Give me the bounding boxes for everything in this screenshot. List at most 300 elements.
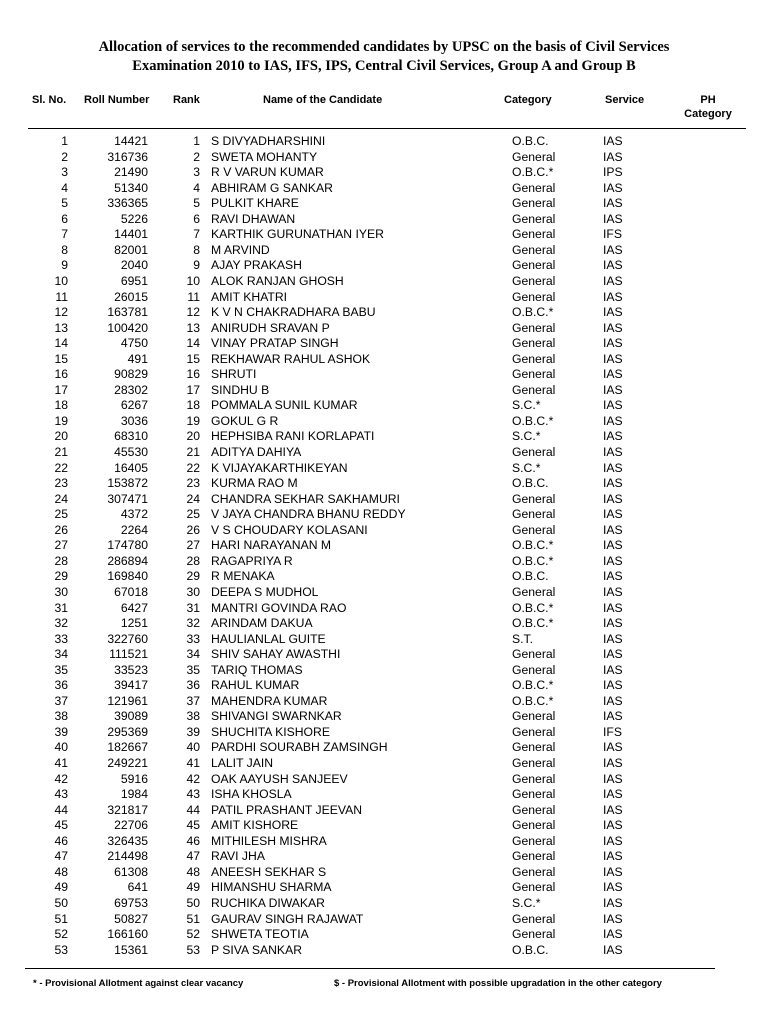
cell-roll-number: 491: [127, 351, 148, 366]
cell-category: General: [512, 242, 556, 257]
table-row: [0, 258, 768, 274]
cell-candidate-name: PATIL PRASHANT JEEVAN: [211, 802, 363, 817]
cell-rank: 24: [186, 491, 200, 506]
cell-roll-number: 5916: [120, 771, 148, 786]
cell-candidate-name: CHANDRA SEKHAR SAKHAMURI: [211, 491, 400, 506]
cell-category: General: [512, 445, 556, 459]
cell-service: IAS: [603, 522, 623, 537]
cell-rank: 2: [193, 149, 200, 164]
cell-service: IAS: [603, 351, 623, 366]
cell-service: IAS: [603, 631, 623, 646]
cell-candidate-name: MANTRI GOVINDA RAO: [211, 600, 347, 615]
cell-service: IAS: [603, 942, 623, 957]
cell-category: General: [512, 756, 556, 770]
cell-service: IAS: [603, 367, 623, 382]
cell-sl-no: 7: [61, 227, 68, 242]
cell-roll-number: 2040: [120, 258, 148, 273]
cell-category: General: [512, 709, 556, 724]
table-row: [0, 227, 768, 243]
cell-candidate-name: KURMA RAO M: [211, 476, 298, 491]
cell-sl-no: 41: [54, 756, 68, 770]
cell-roll-number: 90829: [114, 367, 148, 382]
cell-roll-number: 336365: [107, 196, 148, 211]
cell-category: General: [512, 382, 556, 397]
cell-sl-no: 35: [54, 662, 68, 677]
cell-rank: 6: [193, 211, 200, 226]
cell-roll-number: 163781: [107, 305, 148, 320]
cell-category: General: [512, 833, 556, 848]
cell-service: IAS: [603, 787, 623, 802]
table-row: [0, 134, 768, 150]
cell-sl-no: 3: [61, 165, 68, 180]
table-row: [0, 725, 768, 741]
cell-category: General: [512, 149, 556, 164]
cell-sl-no: 33: [54, 631, 68, 646]
cell-category: O.B.C.*: [512, 165, 554, 180]
cell-roll-number: 121961: [107, 693, 148, 708]
cell-roll-number: 111521: [109, 647, 148, 662]
cell-rank: 11: [187, 289, 200, 304]
table-row: [0, 927, 768, 943]
table-row: [0, 554, 768, 570]
cell-sl-no: 18: [54, 398, 68, 413]
cell-roll-number: 249221: [107, 756, 148, 770]
cell-roll-number: 39417: [114, 678, 148, 693]
table-row: [0, 274, 768, 290]
cell-category: General: [512, 927, 556, 942]
table-row: [0, 429, 768, 445]
cell-sl-no: 9: [61, 258, 68, 273]
cell-roll-number: 39089: [114, 709, 148, 724]
cell-category: S.T.: [512, 631, 533, 646]
cell-sl-no: 51: [54, 911, 68, 926]
table-row: [0, 616, 768, 632]
table-row: [0, 849, 768, 865]
cell-roll-number: 21490: [114, 165, 148, 180]
cell-roll-number: 26015: [114, 289, 148, 304]
table-row: [0, 647, 768, 663]
cell-category: General: [512, 522, 556, 537]
cell-sl-no: 23: [54, 476, 68, 491]
document-title: [0, 38, 768, 76]
cell-rank: 27: [186, 538, 200, 553]
cell-rank: 22: [186, 460, 200, 475]
cell-roll-number: 4372: [120, 507, 148, 522]
cell-service: IAS: [603, 149, 623, 164]
table-row: [0, 912, 768, 928]
cell-category: S.C.*: [512, 429, 541, 444]
cell-service: IAS: [603, 600, 623, 615]
cell-candidate-name: V S CHOUDARY KOLASANI: [211, 522, 368, 537]
cell-candidate-name: SHIVANGI SWARNKAR: [211, 709, 342, 724]
footnote-provisional: * - Provisional Allotment against clear vacancy: [33, 978, 244, 989]
header-name: Name of the Candidate: [263, 94, 383, 106]
cell-category: General: [512, 227, 556, 242]
header-ph-line1: PH: [700, 94, 716, 106]
cell-candidate-name: SHUCHITA KISHORE: [211, 724, 330, 739]
cell-service: IAS: [603, 833, 623, 848]
cell-candidate-name: RAHUL KUMAR: [211, 678, 300, 693]
table-row: [0, 569, 768, 585]
cell-category: General: [512, 211, 556, 226]
cell-category: General: [512, 584, 556, 599]
table-row: [0, 383, 768, 399]
cell-candidate-name: ABHIRAM G SANKAR: [211, 180, 333, 195]
table-row: [0, 398, 768, 414]
cell-category: S.C.*: [512, 398, 541, 413]
cell-roll-number: 3036: [120, 413, 148, 428]
cell-candidate-name: S DIVYADHARSHINI: [211, 134, 326, 148]
cell-roll-number: 326435: [107, 833, 148, 848]
cell-service: IAS: [603, 880, 623, 895]
cell-sl-no: 44: [54, 802, 68, 817]
cell-service: IAS: [603, 336, 623, 351]
cell-candidate-name: ARINDAM DAKUA: [211, 616, 313, 631]
cell-category: General: [512, 724, 556, 739]
cell-service: IAS: [603, 584, 623, 599]
cell-service: IFS: [603, 227, 622, 242]
cell-roll-number: 45530: [114, 445, 148, 459]
cell-category: General: [512, 818, 556, 833]
cell-rank: 48: [186, 864, 200, 879]
cell-service: IAS: [603, 709, 623, 724]
cell-sl-no: 16: [54, 367, 68, 382]
cell-candidate-name: OAK AAYUSH SANJEEV: [211, 771, 348, 786]
cell-candidate-name: V JAYA CHANDRA BHANU REDDY: [211, 507, 406, 522]
table-row: [0, 896, 768, 912]
cell-sl-no: 25: [54, 507, 68, 522]
table-row: [0, 803, 768, 819]
cell-sl-no: 4: [61, 180, 68, 195]
cell-service: IAS: [603, 445, 623, 459]
cell-candidate-name: MITHILESH MISHRA: [211, 833, 327, 848]
cell-sl-no: 34: [54, 647, 68, 662]
cell-service: IAS: [603, 818, 623, 833]
cell-category: O.B.C.: [512, 134, 549, 148]
cell-roll-number: 6427: [120, 600, 148, 615]
cell-sl-no: 27: [54, 538, 68, 553]
table-row: [0, 880, 768, 896]
cell-rank: 41: [186, 756, 200, 770]
cell-rank: 18: [186, 398, 200, 413]
cell-rank: 37: [186, 693, 200, 708]
cell-service: IAS: [603, 134, 623, 148]
cell-category: General: [512, 647, 556, 662]
cell-roll-number: 14401: [114, 227, 148, 242]
cell-rank: 52: [186, 927, 200, 942]
cell-candidate-name: K VIJAYAKARTHIKEYAN: [211, 460, 348, 475]
cell-candidate-name: AMIT KISHORE: [211, 818, 299, 833]
cell-category: General: [512, 662, 556, 677]
cell-category: S.C.*: [512, 895, 541, 910]
cell-service: IAS: [603, 740, 623, 755]
cell-category: General: [512, 320, 556, 335]
title-line-1: Allocation of services to the recommended candidates by UPSC on the basis of Civil Services: [98, 39, 670, 55]
cell-sl-no: 21: [54, 445, 68, 459]
cell-sl-no: 13: [54, 320, 68, 335]
cell-service: IAS: [603, 849, 623, 864]
cell-category: General: [512, 491, 556, 506]
cell-candidate-name: SWETA MOHANTY: [211, 149, 318, 164]
cell-candidate-name: KARTHIK GURUNATHAN IYER: [211, 227, 384, 242]
table-row: [0, 632, 768, 648]
cell-sl-no: 45: [54, 818, 68, 833]
cell-category: O.B.C.*: [512, 600, 554, 615]
cell-sl-no: 49: [54, 880, 68, 895]
cell-service: IAS: [603, 864, 623, 879]
cell-category: O.B.C.*: [512, 413, 554, 428]
table-row: [0, 150, 768, 166]
cell-roll-number: 214498: [107, 849, 148, 864]
cell-rank: 12: [186, 305, 200, 320]
cell-rank: 44: [186, 802, 200, 817]
cell-roll-number: 100420: [107, 320, 148, 335]
cell-roll-number: 321817: [107, 802, 148, 817]
cell-sl-no: 12: [54, 305, 68, 320]
cell-sl-no: 5: [61, 196, 68, 211]
cell-category: General: [512, 336, 556, 351]
header-ph-category: [672, 93, 744, 121]
cell-sl-no: 40: [54, 740, 68, 755]
table-row: [0, 865, 768, 881]
cell-sl-no: 30: [54, 584, 68, 599]
cell-rank: 1: [193, 134, 200, 148]
table-row: [0, 165, 768, 181]
cell-roll-number: 51340: [114, 180, 148, 195]
cell-sl-no: 38: [54, 709, 68, 724]
cell-service: IAS: [603, 305, 623, 320]
cell-category: O.B.C.: [512, 476, 549, 491]
table-row: [0, 414, 768, 430]
cell-rank: 47: [186, 849, 200, 864]
table-row: [0, 943, 768, 959]
table-row: [0, 709, 768, 725]
table-row: [0, 834, 768, 850]
cell-category: General: [512, 180, 556, 195]
cell-sl-no: 8: [61, 242, 68, 257]
cell-candidate-name: GOKUL G R: [211, 413, 279, 428]
cell-service: IAS: [603, 476, 623, 491]
cell-service: IAS: [603, 382, 623, 397]
cell-service: IAS: [603, 802, 623, 817]
cell-sl-no: 15: [54, 351, 68, 366]
cell-roll-number: 182667: [107, 740, 148, 755]
cell-roll-number: 641: [127, 880, 148, 895]
table-row: [0, 305, 768, 321]
cell-category: General: [512, 787, 556, 802]
cell-roll-number: 316736: [107, 149, 148, 164]
cell-service: IAS: [603, 553, 623, 568]
cell-service: IAS: [603, 507, 623, 522]
table-row: [0, 367, 768, 383]
cell-service: IAS: [603, 180, 623, 195]
cell-category: General: [512, 367, 556, 382]
cell-category: S.C.*: [512, 460, 541, 475]
cell-roll-number: 174780: [107, 538, 148, 553]
cell-category: General: [512, 802, 556, 817]
cell-candidate-name: ADITYA DAHIYA: [211, 445, 302, 459]
cell-sl-no: 1: [61, 134, 68, 148]
cell-category: O.B.C.: [512, 569, 549, 584]
cell-service: IFS: [603, 724, 622, 739]
table-row: [0, 740, 768, 756]
cell-rank: 19: [186, 413, 200, 428]
cell-sl-no: 43: [54, 787, 68, 802]
cell-sl-no: 17: [54, 382, 68, 397]
cell-sl-no: 26: [54, 522, 68, 537]
cell-rank: 16: [186, 367, 200, 382]
cell-candidate-name: HAULIANLAL GUITE: [211, 631, 326, 646]
cell-roll-number: 61308: [114, 864, 148, 879]
cell-category: General: [512, 351, 556, 366]
cell-service: IAS: [603, 771, 623, 786]
cell-candidate-name: VINAY PRATAP SINGH: [211, 336, 339, 351]
cell-roll-number: 286894: [107, 553, 148, 568]
cell-sl-no: 32: [54, 616, 68, 631]
cell-category: General: [512, 258, 556, 273]
cell-candidate-name: K V N CHAKRADHARA BABU: [211, 305, 376, 320]
cell-service: IAS: [603, 756, 623, 770]
table-row: [0, 507, 768, 523]
cell-roll-number: 68310: [114, 429, 148, 444]
cell-rank: 7: [193, 227, 200, 242]
cell-category: O.B.C.*: [512, 616, 554, 631]
cell-roll-number: 67018: [114, 584, 148, 599]
cell-candidate-name: R MENAKA: [211, 569, 275, 584]
cell-sl-no: 10: [54, 273, 68, 288]
cell-candidate-name: ANIRUDH SRAVAN P: [211, 320, 330, 335]
cell-candidate-name: ISHA KHOSLA: [211, 787, 292, 802]
cell-sl-no: 6: [61, 211, 68, 226]
cell-sl-no: 31: [54, 600, 68, 615]
cell-category: General: [512, 849, 556, 864]
cell-category: General: [512, 196, 556, 211]
cell-roll-number: 69753: [114, 895, 148, 910]
cell-candidate-name: HIMANSHU SHARMA: [211, 880, 332, 895]
cell-service: IAS: [603, 273, 623, 288]
cell-service: IAS: [603, 678, 623, 693]
cell-rank: 9: [193, 258, 200, 273]
table-row: [0, 694, 768, 710]
cell-service: IPS: [603, 165, 623, 180]
table-row: [0, 678, 768, 694]
cell-service: IAS: [603, 662, 623, 677]
cell-roll-number: 5226: [120, 211, 148, 226]
cell-rank: 5: [193, 196, 200, 211]
cell-rank: 49: [186, 880, 200, 895]
cell-service: IAS: [603, 895, 623, 910]
cell-rank: 36: [186, 678, 200, 693]
footer-rule: [25, 968, 715, 969]
cell-rank: 10: [186, 273, 200, 288]
cell-sl-no: 20: [54, 429, 68, 444]
cell-roll-number: 169840: [107, 569, 148, 584]
cell-roll-number: 22706: [114, 818, 148, 833]
table-row: [0, 321, 768, 337]
cell-rank: 42: [186, 771, 200, 786]
cell-roll-number: 16405: [114, 460, 148, 475]
cell-roll-number: 153872: [107, 476, 148, 491]
cell-rank: 31: [186, 600, 200, 615]
cell-sl-no: 28: [54, 553, 68, 568]
cell-roll-number: 1984: [120, 787, 148, 802]
cell-candidate-name: ALOK RANJAN GHOSH: [211, 273, 344, 288]
footnote-upgradation: $ - Provisional Allotment with possible upgradation in the other category: [334, 978, 662, 989]
cell-candidate-name: SINDHU B: [211, 382, 270, 397]
cell-rank: 35: [186, 662, 200, 677]
cell-candidate-name: MAHENDRA KUMAR: [211, 693, 328, 708]
cell-roll-number: 50827: [114, 911, 148, 926]
cell-service: IAS: [603, 569, 623, 584]
cell-category: O.B.C.*: [512, 693, 554, 708]
cell-rank: 3: [193, 165, 200, 180]
table-row: [0, 787, 768, 803]
header-category: Category: [504, 94, 552, 106]
cell-rank: 38: [186, 709, 200, 724]
cell-sl-no: 14: [54, 336, 68, 351]
title-line-2: Examination 2010 to IAS, IFS, IPS, Central Civil Services, Group A and Group B: [132, 58, 636, 74]
cell-category: General: [512, 289, 556, 304]
cell-candidate-name: SHWETA TEOTIA: [211, 927, 309, 942]
cell-rank: 20: [186, 429, 200, 444]
header-ph-line2: Category: [684, 108, 732, 120]
cell-sl-no: 50: [54, 895, 68, 910]
cell-service: IAS: [603, 616, 623, 631]
cell-rank: 15: [186, 351, 200, 366]
cell-candidate-name: LALIT JAIN: [211, 756, 274, 770]
cell-service: IAS: [603, 429, 623, 444]
cell-rank: 17: [186, 382, 200, 397]
cell-candidate-name: SHRUTI: [211, 367, 257, 382]
header-rule: [28, 128, 746, 129]
cell-candidate-name: HEPHSIBA RANI KORLAPATI: [211, 429, 375, 444]
cell-roll-number: 4750: [120, 336, 148, 351]
cell-candidate-name: POMMALA SUNIL KUMAR: [211, 398, 358, 413]
cell-roll-number: 166160: [107, 927, 148, 942]
cell-sl-no: 29: [54, 569, 68, 584]
cell-service: IAS: [603, 693, 623, 708]
cell-candidate-name: RUCHIKA DIWAKAR: [211, 895, 325, 910]
cell-category: O.B.C.*: [512, 678, 554, 693]
cell-rank: 32: [186, 616, 200, 631]
table-row: [0, 461, 768, 477]
cell-sl-no: 11: [55, 289, 68, 304]
cell-candidate-name: ANEESH SEKHAR S: [211, 864, 327, 879]
cell-category: O.B.C.*: [512, 538, 554, 553]
cell-candidate-name: HARI NARAYANAN M: [211, 538, 332, 553]
table-row: [0, 352, 768, 368]
cell-roll-number: 28302: [114, 382, 148, 397]
cell-candidate-name: AMIT KHATRI: [211, 289, 288, 304]
cell-roll-number: 295369: [107, 724, 148, 739]
cell-category: General: [512, 864, 556, 879]
header-rank: Rank: [173, 94, 200, 106]
cell-rank: 30: [186, 584, 200, 599]
cell-category: General: [512, 273, 556, 288]
cell-rank: 46: [186, 833, 200, 848]
cell-category: General: [512, 880, 556, 895]
table-row: [0, 756, 768, 772]
cell-candidate-name: PULKIT KHARE: [211, 196, 299, 211]
cell-service: IAS: [603, 242, 623, 257]
cell-candidate-name: DEEPA S MUDHOL: [211, 584, 319, 599]
header-sl-no: Sl. No.: [32, 94, 67, 106]
table-row: [0, 772, 768, 788]
cell-category: General: [512, 740, 556, 755]
cell-service: IAS: [603, 211, 623, 226]
cell-sl-no: 42: [54, 771, 68, 786]
cell-rank: 8: [193, 242, 200, 257]
